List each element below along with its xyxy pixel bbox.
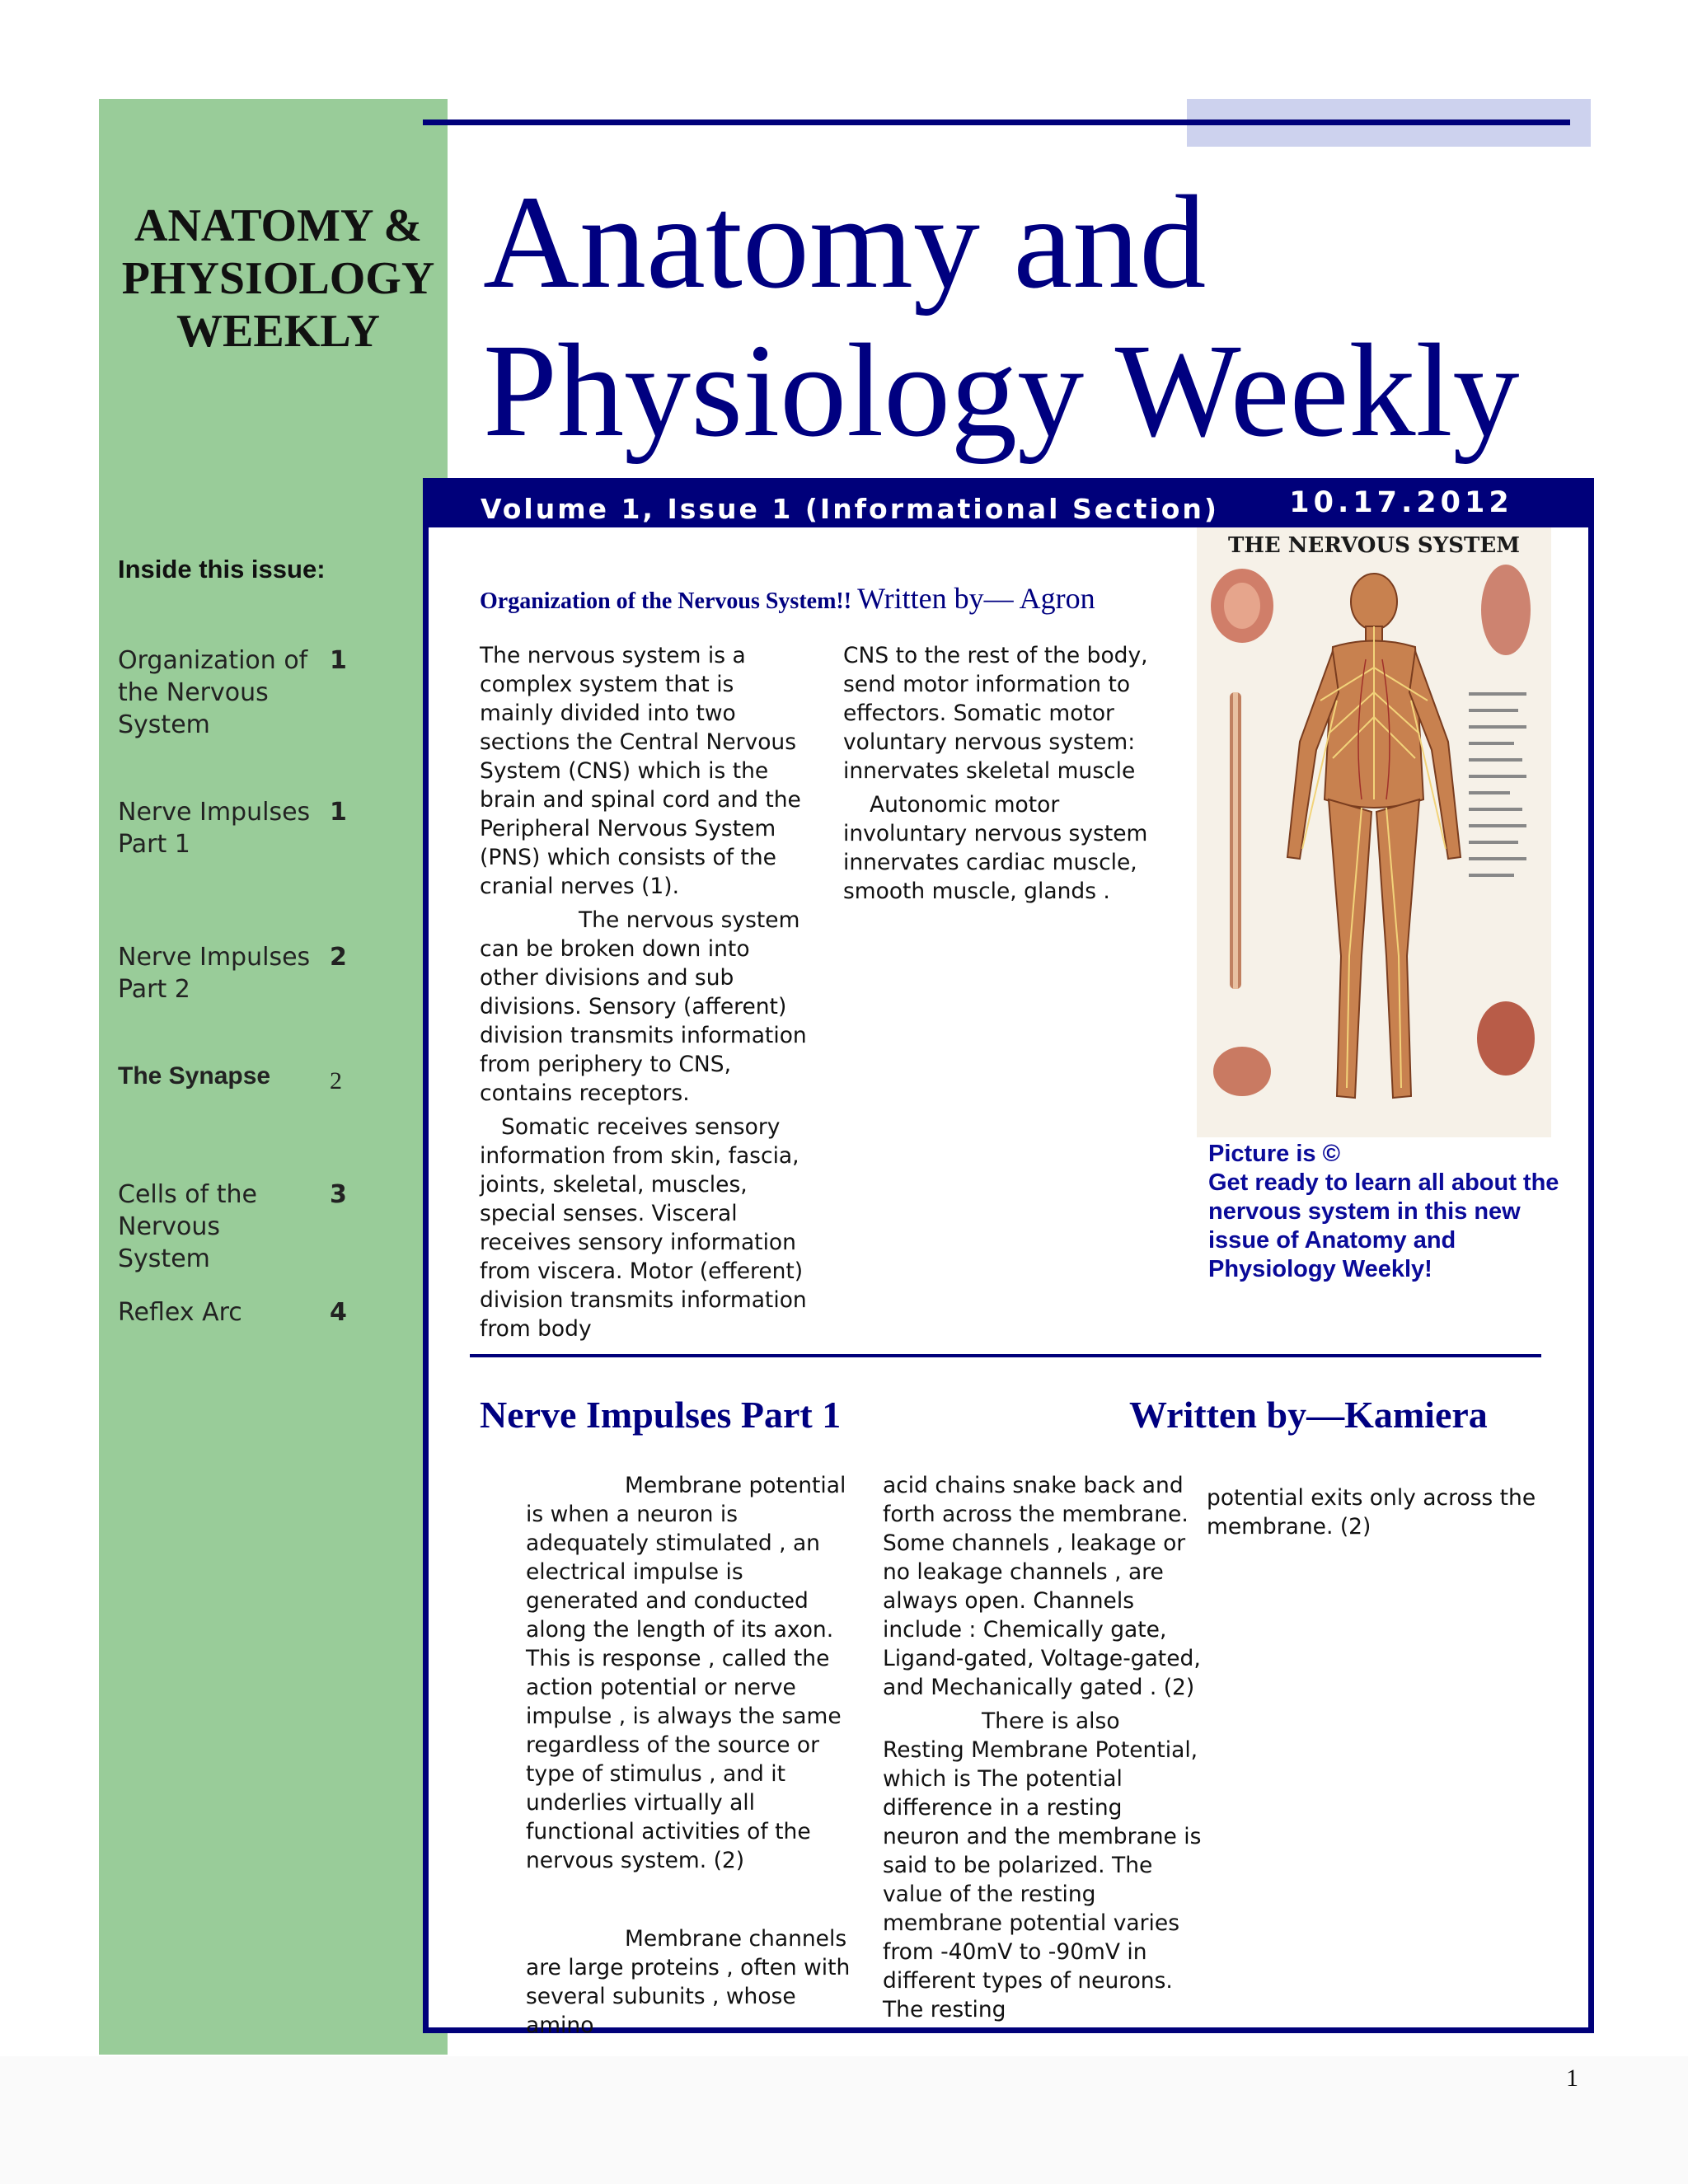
- toc-item-page: 3: [330, 1180, 347, 1209]
- article1-paragraph: Somatic receives sensory information from skin, fascia, joints, skeletal, muscles, special senses. Visceral receives sensory information from viscera. Motor (efferent) division transmits information from body: [480, 1114, 807, 1342]
- nervous-system-illustration: [1197, 527, 1551, 1137]
- article1-heading: [480, 581, 1095, 616]
- toc-item-page: 2: [330, 1067, 342, 1094]
- issue-date: 10.17.2012: [1289, 486, 1513, 519]
- article1-column-2: [843, 641, 1185, 909]
- nervous-system-chart-image: [1197, 527, 1551, 1137]
- article1-column-1: [480, 641, 814, 1347]
- toc-item-label[interactable]: Cells of the Nervous System: [118, 1180, 257, 1273]
- toc-item-page: 4: [330, 1298, 347, 1327]
- picture-credit: Picture is ©: [1208, 1141, 1340, 1167]
- toc-item-page: 1: [330, 798, 347, 827]
- sidebar-title: ANATOMY & PHYSIOLOGY WEEKLY: [121, 200, 435, 357]
- article1-paragraph: The nervous system can be broken down into other divisions and sub divisions. Sensory (afferent) division transmits information from periphery to CNS, contains receptors.: [480, 907, 807, 1106]
- article2-column-1: [526, 1471, 856, 2043]
- toc-item-label[interactable]: Nerve Impulses Part 2: [118, 943, 311, 1004]
- article2-paragraph: There is also Resting Membrane Potential, which is The potential difference in a resting neuron and the membrane is said to be polarized. The value of the resting membrane potential varies from -40mV to -90mV in different types of neurons. The resting: [883, 1708, 1202, 2022]
- toc-item-label[interactable]: Nerve Impulses Part 1: [118, 798, 311, 859]
- section-divider: [470, 1354, 1541, 1357]
- picture-heading: THE NERVOUS SYSTEM: [1228, 533, 1520, 558]
- page-number: 1: [1566, 2064, 1578, 2092]
- masthead-line-2: Physiology Weekly: [483, 317, 1520, 465]
- article1-byline: Written by— Agron: [857, 582, 1095, 615]
- article2-paragraph: potential exits only across the membrane. (2): [1207, 1485, 1536, 1540]
- picture-caption-text: Get ready to learn all about the nervous system in this new issue of Anatomy and Physiology Weekly!: [1208, 1169, 1559, 1282]
- header-rule: [423, 120, 1570, 125]
- toc-item-label[interactable]: Organization of the Nervous System: [118, 646, 308, 739]
- masthead-line-1: Anatomy and: [483, 169, 1207, 316]
- page-bottom-margin: [0, 2056, 1688, 2184]
- toc-item-label[interactable]: Reflex Arc: [118, 1298, 242, 1327]
- article2-title: Nerve Impulses Part 1: [480, 1394, 842, 1436]
- article2-column-3: [1207, 1483, 1536, 1544]
- article2-byline: Written by—Kamiera: [1129, 1394, 1488, 1436]
- issue-volume: Volume 1, Issue 1 (Informational Section): [481, 493, 1220, 525]
- article2-paragraph: Membrane potential is when a neuron is adequately stimulated , an electrical impulse is generated and conducted along the length of its axon. This is response , called the action potential or nerve impulse , is always the same regardless of the source or type of stimulus , and it underlies virtually all functional activities of the nervous system. (2): [526, 1473, 846, 1873]
- article1-paragraph: Autonomic motor involuntary nervous system innervates cardiac muscle, smooth muscle, glands .: [843, 792, 1148, 904]
- inside-heading: Inside this issue:: [118, 555, 326, 583]
- article1-paragraph: CNS to the rest of the body, send motor information to effectors. Somatic motor voluntary nervous system: innervates skeletal muscle: [843, 643, 1148, 784]
- masthead-title: [483, 169, 1670, 466]
- toc-item-page: 1: [330, 646, 347, 675]
- article2-paragraph: Membrane channels are large proteins , often with several subunits , whose amino: [526, 1926, 851, 2038]
- article1-paragraph: The nervous system is a complex system that is mainly divided into two sections the Central Nervous System (CNS) which is the brain and spinal cord and the Peripheral Nervous System (PNS) which consists of the cranial nerves (1).: [480, 643, 801, 899]
- picture-caption: [1208, 1140, 1571, 1284]
- article1-title: Organization of the Nervous System!!: [480, 588, 852, 614]
- article2-column-2: [883, 1471, 1204, 2027]
- toc-item-page: 2: [330, 943, 347, 972]
- toc-item-label[interactable]: The Synapse: [118, 1062, 271, 1090]
- article2-paragraph: acid chains snake back and forth across the membrane. Some channels , leakage or no leakage channels , are always open. Channels include : Chemically gate, Ligand-gated, Voltage-gated, and Mechanically gated . (2): [883, 1473, 1201, 1700]
